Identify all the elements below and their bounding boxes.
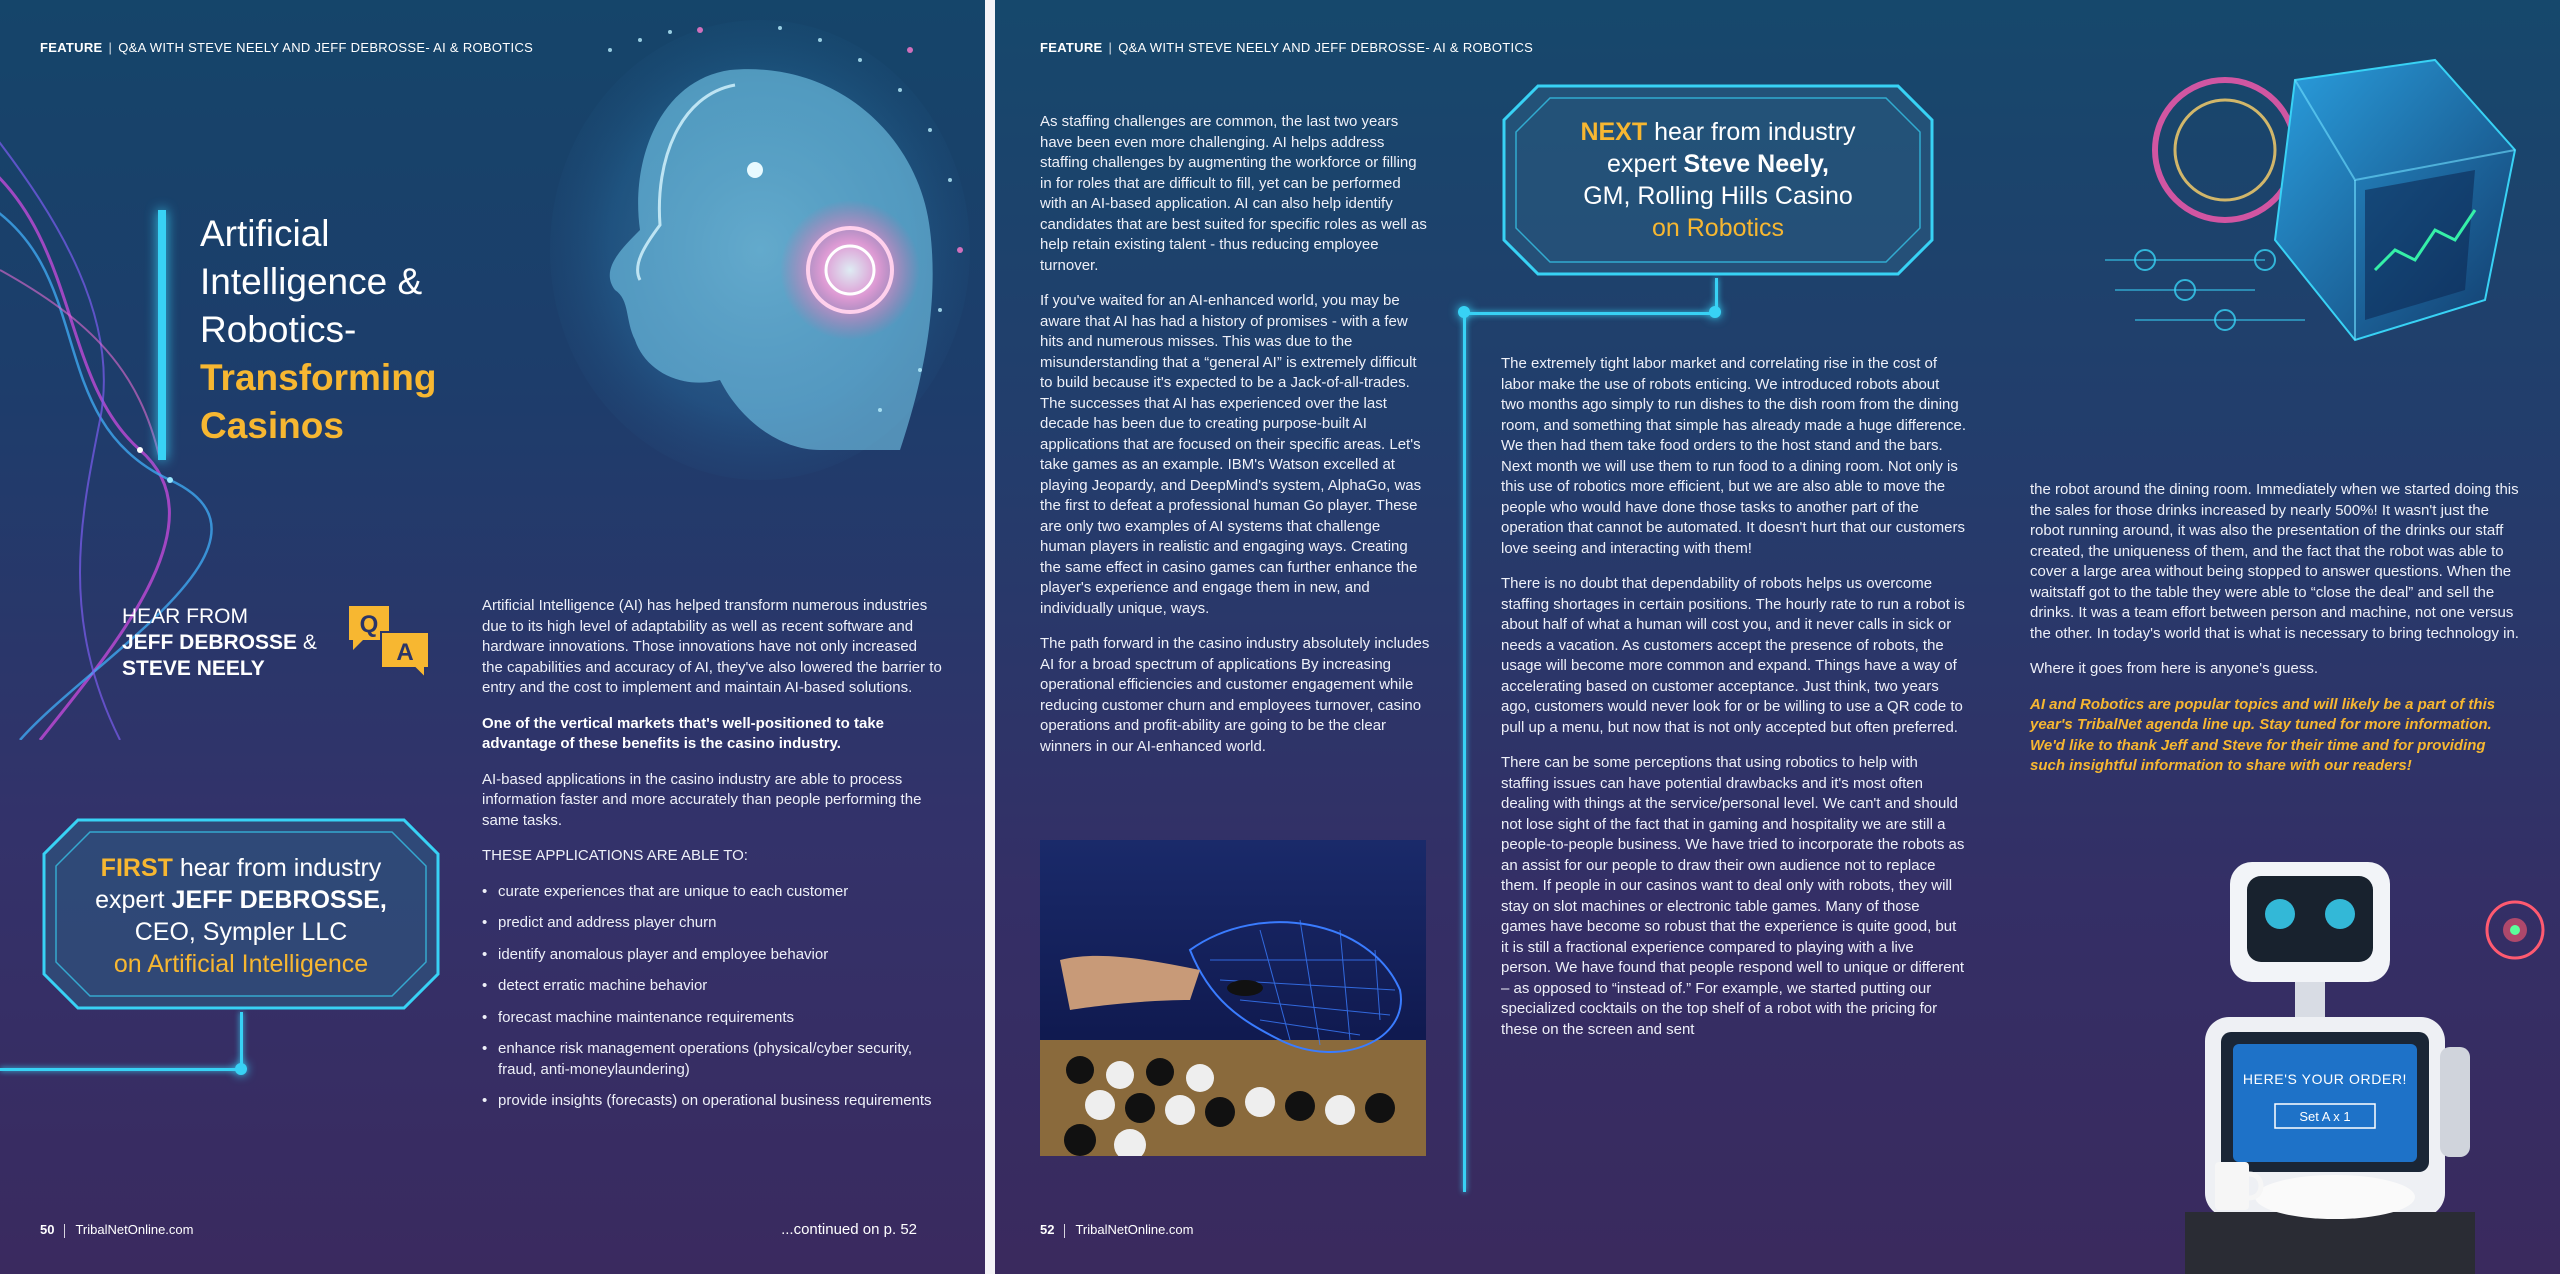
robot-head-illustration [2105, 40, 2560, 400]
list-item: • detect erratic machine behavior [482, 976, 942, 997]
page-number: 50 [40, 1222, 55, 1238]
paragraph: The extremely tight labor market and correlating rise in the cost of labor make the use of robots enticing. We introduced robots about two months ago simply to run dishes to the dish room from the dining room, and something that simple has already made a huge difference. We then had them take food orders to the host stand and the bars. Next month we will use them to run food to a dining room. Not only is this use of robotics more efficient, but we are also able to move the people who would have done those tasks to another part of the operation that cannot be automated. It doesn't hurt that our customers love seeing and interacting with them! [1501, 355, 1966, 557]
list-item: • forecast machine maintenance requirements [482, 1008, 942, 1029]
list-item: • predict and address player churn [482, 913, 942, 934]
title-line-2: Intelligence & [200, 261, 423, 302]
callout-next-expert: expert [1607, 150, 1684, 178]
callout-first-name: JEFF DEBROSSE, [171, 886, 387, 914]
column-2 [1501, 354, 1966, 1055]
callout-next-name: Steve Neely, [1683, 150, 1829, 178]
ai-head-illustration [520, 10, 980, 490]
header-subtitle: Q&A WITH STEVE NEELY AND JEFF DEBROSSE- AI & ROBOTICS [118, 40, 534, 55]
page-footer [40, 1222, 193, 1238]
continued-note: ...continued on p. 52 [781, 1221, 917, 1238]
callout-first-topic: on Artificial Intelligence [113, 950, 369, 978]
callout-next-rest: hear from industry [1647, 118, 1856, 146]
callout-next-role: GM, Rolling Hills Casino [1583, 182, 1853, 210]
callout-connector [240, 1012, 243, 1070]
lead-paragraph: One of the vertical markets that's well-positioned to take advantage of these benefits is the casino industry. [482, 714, 884, 752]
intro-column [482, 596, 942, 1123]
apps-paragraph: AI-based applications in the casino industry are able to process information faster and more accurately than people performing the same tasks. [482, 770, 922, 829]
header-label: FEATURE [40, 40, 103, 55]
connector-node [235, 1063, 247, 1075]
paragraph: There can be some perceptions that using robotics to help with staffing issues can have potential drawbacks and it's most often dealing with things at the service/personal level. We can't and should not lose sight of the fact that in gaming and hospitality we are still a people-to-people business. We have tried to incorporate the robots as an assist for our people to draw their own audience not to replace them. If people in our casinos want to deal only with robots, they will stay on slot machines or electronic table games. Many of those games have become so robust that the experience is quite good, but it is still a fractional experience compared to playing with a live person. We have found that people respond well to unique or different – as opposed to “instead of.” For example, we started putting our specialized cocktails on the top shelf of a robot with the pricing for these on the screen and sent [1501, 754, 1965, 1038]
list-item: • enhance risk management operations (physical/cyber security, fraud, anti-moneylaundering) [482, 1039, 942, 1080]
callout-next-topic: on Robotics [1651, 214, 1785, 242]
footer-site: TribalNetOnline.com [1075, 1222, 1194, 1238]
hear-from-name-2: STEVE NEELY [122, 657, 265, 680]
first-expert-callout [38, 814, 444, 1014]
page-header: FEATURE | Q&A WITH STEVE NEELY AND JEFF DEBROSSE- AI & ROBOTICS [40, 40, 534, 55]
go-board-hand-photo [1040, 840, 1426, 1156]
title-line-3: Robotics- [200, 309, 357, 350]
hear-from-label: HEAR FROM [122, 605, 248, 628]
applications-list [482, 882, 942, 1112]
callout-first-role: CEO, Sympler LLC [134, 918, 348, 946]
list-item: • curate experiences that are unique to each customer [482, 882, 942, 903]
callout-first-word: FIRST [100, 854, 173, 882]
callout-first-expert: expert [95, 886, 172, 914]
title-line-1: Artificial [200, 213, 330, 254]
callout-connector [1463, 312, 1718, 315]
paragraph: As staffing challenges are common, the last two years have been even more challenging. AI helps address staffing challenges by augmenting the workforce or filling in for roles that are difficult to fill, yet can be performed with an AI-based application. AI can also help identify candidates that are best suited for specific roles as well as help retain existing talent - thus reducing employee turnover. [1040, 113, 1427, 274]
callout-connector [0, 1068, 244, 1071]
page-number: 52 [1040, 1222, 1055, 1238]
closing-note: AI and Robotics are popular topics and will likely be a part of this year's TribalNet agenda line up. Stay tuned for more information. We'd like to thank Jeff and Steve for their time and for providing such insightful information to share with our readers! [2030, 695, 2496, 774]
callout-next-word: NEXT [1580, 118, 1648, 146]
title-accent-bar [158, 210, 166, 460]
paragraph: The path forward in the casino industry absolutely includes AI for a broad spectrum of applications By increasing operational efficiencies and customer engagement while reducing customer churn and employees turnover, casino operations and profit-ability are going to be the clear winners in our AI-enhanced world. [1040, 635, 1430, 755]
footer-site: TribalNetOnline.com [75, 1222, 194, 1238]
callout-first-rest: hear from industry [172, 854, 382, 882]
paragraph: If you've waited for an AI-enhanced world, you may be aware that AI has had a history of promises - with a few hits and numerous misses. This was due to the misunderstanding that a “general AI” is extremely difficult to build because it's expected to be a Jack-of-all-trades. The successes that AI has experienced over the last decade has been due to creating purpose-built AI applications that are focused on their specific areas. Let's take games as an example. IBM's Watson excelled at playing Jeopardy, and DeepMind's system, AlphaGo, was the first to defeat a professional human Go player. These are only two examples of AI systems that challenge human players in realistic and engaging ways. Creating the same effect in casino games can further enhance the player's experience and engage them in new, and individually unique, ways. [1040, 292, 1422, 617]
page-footer [1040, 1222, 1193, 1238]
serving-robot-illustration [2185, 852, 2545, 1274]
article-title [160, 210, 500, 450]
paragraph: Where it goes from here is anyone's guess. [2030, 660, 2319, 677]
hear-from-name-1: JEFF DEBROSSE [122, 631, 298, 654]
right-page [995, 0, 2560, 1274]
list-item: • identify anomalous player and employee behavior [482, 945, 942, 966]
intro-paragraph: Artificial Intelligence (AI) has helped transform numerous industries due to its high level of adaptability as well as recent software and hardware innovations. Those innovations have not only increased the capabilities and accuracy of AI, they've also lowered the barrier to entry and the cost to implement and maintain AI-based solutions. [482, 597, 942, 696]
hear-from-amp: & [302, 631, 317, 654]
page-gutter [985, 0, 995, 1274]
qa-a-letter: A [396, 639, 414, 666]
robot-screen-line2: Set A x 1 [2299, 1109, 2351, 1124]
column-1 [1040, 112, 1430, 772]
qa-q-letter: Q [359, 611, 379, 638]
callout-connector [1463, 312, 1466, 1192]
connector-node [1709, 306, 1721, 318]
title-highlight-2: Casinos [200, 405, 344, 446]
header-label: FEATURE [1040, 40, 1103, 55]
paragraph: There is no doubt that dependability of robots helps us overcome staffing shortages in certain positions. The hourly rate to run a robot is about half of what a human will cost you, and it never calls in sick or needs a vacation. As customers accept the presence of robots, the usage will become more common and expand. Things have a way of accelerating based on customer acceptance. Just think, two years ago, customers would never look for or be willing to use a QR code to pull up a menu, but now that is not only accepted but often preferred. [1501, 575, 1965, 736]
column-3 [2030, 480, 2520, 792]
page-header: FEATURE | Q&A WITH STEVE NEELY AND JEFF DEBROSSE- AI & ROBOTICS [1040, 40, 1534, 55]
left-page [0, 0, 985, 1274]
next-expert-callout [1498, 80, 1938, 280]
robot-screen-line1: HERE'S YOUR ORDER! [2242, 1071, 2408, 1087]
header-subtitle: Q&A WITH STEVE NEELY AND JEFF DEBROSSE- AI & ROBOTICS [1118, 40, 1534, 55]
paragraph: the robot around the dining room. Immediately when we started doing this the sales for those drinks increased by nearly 500%! It wasn't just the robot running around, it was also the presentation of the drinks our staff created, the uniqueness of them, and the fact that the robot was able to cover a large area without being stopped to answer questions. When the waitstaff got to the table they were able to “close the deal” and sell the drinks. It was a team effort between person and machine, not one versus the other. In today's world that is what is necessary to bring technology in. [2030, 481, 2519, 642]
apps-heading: THESE APPLICATIONS ARE ABLE TO: [482, 847, 748, 864]
list-item: • provide insights (forecasts) on operational business requirements [482, 1091, 942, 1112]
title-highlight-1: Transforming [200, 357, 437, 398]
qa-chat-bubbles-icon [345, 602, 435, 682]
connector-node [1458, 306, 1470, 318]
